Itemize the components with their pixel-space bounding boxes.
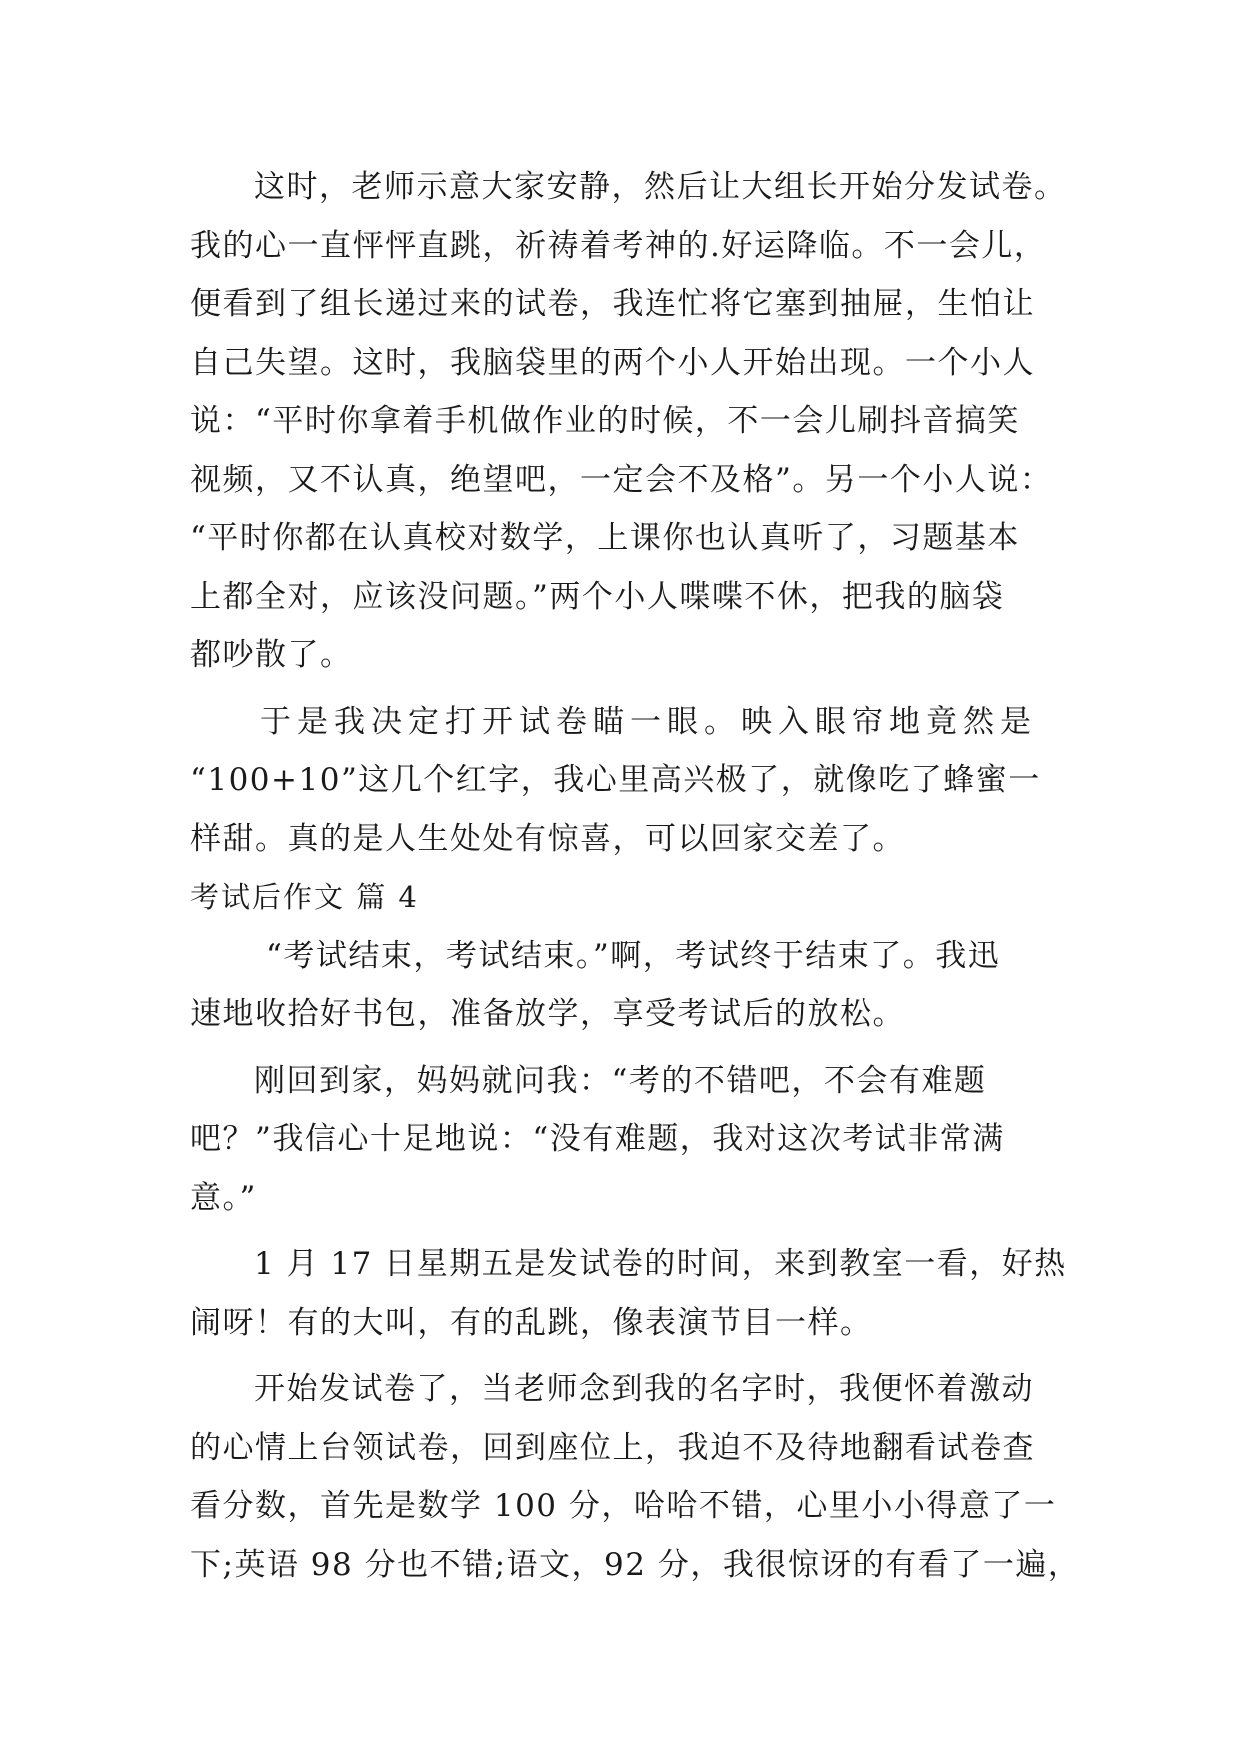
text-line: 下;英语 98 分也不错;语文，92 分，我很惊讶的有看了一遍， [190,1546,1081,1583]
text-line: “平时你都在认真校对数学，上课你也认真听了，习题基本 [190,520,1020,556]
text-line: “100+10”这几个红字，我心里高兴极了，就像吃了蜂蜜一 [190,762,1041,798]
text-line: 刚回到家，妈妈就问我：“考的不错吧，不会有难题 [254,1062,987,1099]
text-line: 的心情上台领试卷，回到座位上，我迫不及待地翻看试卷查 [190,1429,1035,1466]
text-line: 自己失望。这时，我脑袋里的两个小人开始出现。一个小人 [190,344,1035,381]
text-line: 1 月 17 日星期五是发试卷的时间，来到教室一看，好热 [254,1246,1067,1282]
document-body [190,158,1081,1594]
text-line: 意。” [190,1179,257,1216]
text-line: 视频，又不认真，绝望吧，一定会不及格”。另一个小人说： [190,461,1053,498]
text-line: 都吵散了。 [190,637,353,673]
text-line: 说：“平时你拿着手机做作业的时候，不一会儿刷抖音搞笑 [190,403,1020,439]
text-line: 样甜。真的是人生处处有惊喜，可以回家交差了。 [190,820,905,857]
paragraph-gap [190,685,1065,693]
text-line: 开始发试卷了，当老师念到我的名字时，我便怀着激动 [254,1371,1034,1407]
paragraph-gap [190,1227,1065,1235]
text-line: 这时，老师示意大家安静，然后让大组长开始分发试卷。 [254,169,1067,205]
text-line: “考试结束，考试结束。”啊，考试终于结束了。我迅 [266,937,1001,974]
text-line: 闹呀！有的大叫，有的乱跳，像表演节目一样。 [190,1304,873,1341]
text-line: 便看到了组长递过来的试卷，我连忙将它塞到抽屉，生怕让 [190,286,1035,322]
section-heading: 考试后作文 篇 4 [190,880,419,914]
text-line: 上都全对，应该没问题。”两个小人喋喋不休，把我的脑袋 [190,578,1005,615]
text-line: 于是我决定打开试卷瞄一眼。映入眼帘地竟然是 [260,703,1037,740]
text-line: 吧？”我信心十足地说：“没有难题，我对这次考试非常满 [190,1121,1005,1157]
text-line: 我的心一直怦怦直跳，祈祷着考神的.好运降临。不一会儿， [190,227,1047,264]
text-line: 速地收拾好书包，准备放学，享受考试后的放松。 [190,996,905,1032]
paragraph-gap [190,1044,1065,1052]
paragraph-gap [190,1352,1065,1360]
text-line: 看分数，首先是数学 100 分，哈哈不错，心里小小得意了一 [190,1488,1057,1524]
